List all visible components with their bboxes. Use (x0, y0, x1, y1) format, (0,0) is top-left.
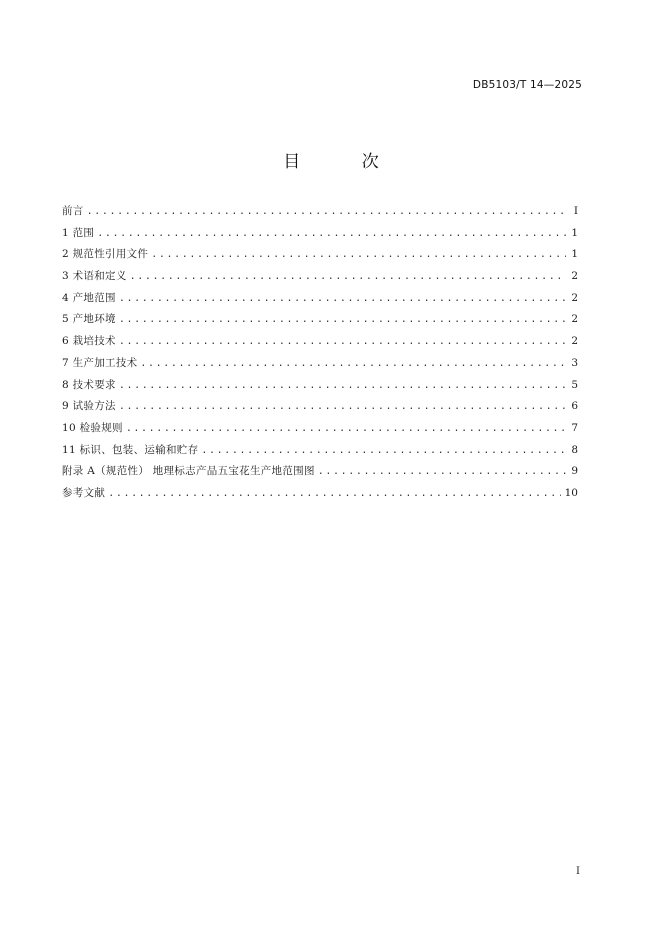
toc-entry-label: 5 产地环境 (62, 313, 116, 326)
toc-leader-dots (108, 483, 560, 505)
toc-leader-dots (119, 331, 566, 353)
toc-entry-page: 7 (571, 421, 578, 434)
toc-leader-dots (119, 288, 566, 310)
toc-entry[interactable] (62, 375, 578, 397)
toc-entry-label: 参考文献 (62, 486, 106, 499)
toc-entry[interactable] (62, 331, 578, 353)
toc-entry[interactable] (62, 353, 578, 375)
toc-leader-dots (318, 461, 566, 483)
toc-leader-dots (87, 201, 566, 223)
toc-leader-dots (130, 266, 566, 288)
toc-entry[interactable] (62, 418, 578, 440)
table-of-contents (62, 201, 578, 505)
toc-entry-page: 1 (571, 226, 578, 239)
toc-entry-page: 1 (571, 248, 578, 261)
toc-leader-dots (201, 440, 566, 462)
toc-entry-label: 1 范围 (62, 226, 95, 239)
toc-entry-page: 2 (571, 291, 578, 304)
toc-entry[interactable] (62, 266, 578, 288)
toc-leader-dots (151, 244, 566, 266)
toc-entry-page: 2 (571, 313, 578, 326)
toc-entry[interactable] (62, 288, 578, 310)
toc-entry-page: I (573, 205, 578, 217)
toc-leader-dots (119, 396, 566, 418)
toc-title: 目 次 (283, 152, 407, 172)
toc-entry[interactable] (62, 244, 578, 266)
toc-entry[interactable] (62, 309, 578, 331)
toc-leader-dots (119, 309, 566, 331)
toc-leader-dots (119, 375, 566, 397)
document-code: DB5103/T 14—2025 (472, 79, 582, 91)
toc-leader-dots (140, 353, 566, 375)
toc-entry-page: 2 (571, 270, 578, 283)
toc-entry-label: 10 检验规则 (62, 421, 123, 434)
toc-entry-label: 4 产地范围 (62, 291, 116, 304)
toc-entry-page: 2 (571, 335, 578, 348)
toc-entry-page: 9 (571, 465, 578, 478)
toc-entry-page: 10 (564, 486, 578, 499)
toc-entry[interactable] (62, 201, 578, 223)
toc-entry[interactable] (62, 396, 578, 418)
toc-entry[interactable] (62, 223, 578, 245)
toc-entry-page: 3 (571, 356, 578, 369)
toc-entry-page: 6 (571, 400, 578, 413)
toc-entry-label: 附录 A（规范性） 地理标志产品五宝花生产地范围图 (62, 465, 315, 478)
toc-entry-label: 11 标识、包装、运输和贮存 (62, 443, 199, 456)
toc-entry-label: 3 术语和定义 (62, 270, 127, 283)
toc-entry[interactable] (62, 440, 578, 462)
toc-entry-page: 8 (571, 443, 578, 456)
toc-entry[interactable] (62, 483, 578, 505)
toc-leader-dots (97, 223, 566, 245)
toc-entry-label: 8 技术要求 (62, 378, 116, 391)
toc-entry-label: 9 试验方法 (62, 400, 116, 413)
toc-entry-label: 6 栽培技术 (62, 335, 116, 348)
toc-entry-label: 7 生产加工技术 (62, 356, 138, 369)
toc-entry-label: 前言 (62, 205, 84, 217)
toc-leader-dots (126, 418, 566, 440)
page-number: I (576, 866, 580, 877)
toc-entry-page: 5 (571, 378, 578, 391)
toc-entry-label: 2 规范性引用文件 (62, 248, 149, 261)
toc-entry[interactable] (62, 461, 578, 483)
